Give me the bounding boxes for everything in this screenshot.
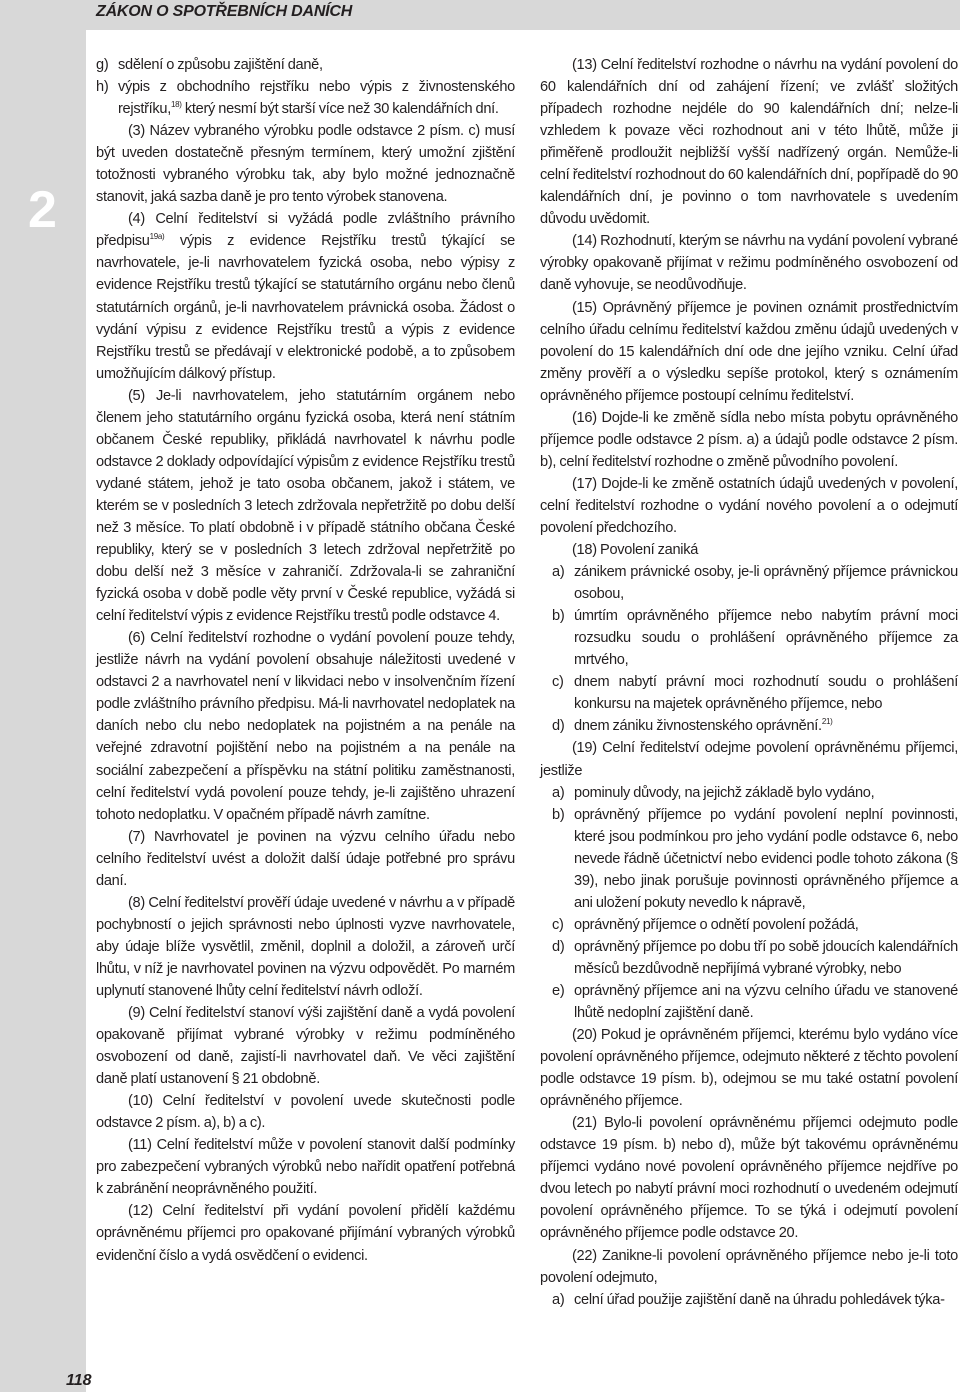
paragraph-18: (18) Povolení zaniká xyxy=(572,542,699,559)
list-text: který nesmí být starší více než 30 kalendářních dní. xyxy=(181,101,499,118)
paragraph-4 xyxy=(96,208,515,384)
list-item xyxy=(96,54,515,76)
footnote-ref: 21) xyxy=(821,717,833,727)
left-column xyxy=(96,54,515,1267)
list-item xyxy=(540,715,958,737)
list-text: pominuly důvody, na jejichž základě bylo vydáno, xyxy=(574,784,875,801)
paragraph-8: (8) Celní ředitelství prověří údaje uvedené v návrhu a v případě pochybností o jejich správnosti nebo úplnosti vyzve navrhovatele, aby údaje blíže vysvětlil, změnil, doplnil a doložil, a zároveň určí lhůtu, v níž je navrhovatel povinen na výzvu odpovědět. Po marném uplynutí stanovené lhůty celní ředitelství návrh odloží. xyxy=(96,894,515,999)
list-marker: b) xyxy=(552,806,565,823)
right-column xyxy=(540,54,958,1311)
list-item xyxy=(540,1289,958,1311)
list-item xyxy=(540,671,958,715)
list-marker: a) xyxy=(552,784,565,801)
running-header-title: ZÁKON O SPOTŘEBNÍCH DANÍCH xyxy=(96,3,353,20)
paragraph-17: (17) Dojde-li ke změně ostatních údajů uvedených v povolení, celní ředitelství rozhodne o vydání nového povolení a o odejmutí povolení předchozího. xyxy=(540,475,958,536)
list-item xyxy=(540,782,958,804)
paragraph-text: (4) Celní ředitelství si vyžádá podle zvláštního právního předpisu xyxy=(96,211,515,250)
list-item xyxy=(540,936,958,980)
paragraph-text: výpis z evidence Rejstříku trestů týkající se navrhovatele, je-li navrhovatelem fyzická osoba, nebo výpisy z evidence Rejstříku trestů týkající se statutárního orgánu nebo členů statutárních orgánů, je-li navrhovatelem právnická osoba. Žádost o vydání výpisu z evidence Rejstříku trestů a výpis z evidence Rejstříku trestů se předávají v elektronické podobě, a to způsobem umožňujícím dálkový přístup. xyxy=(96,233,515,382)
paragraph-15: (15) Oprávněný příjemce je povinen oznámit prostřednictvím celního úřadu celnímu ředitelství každou změnu údajů uvedených v povolení do 15 kalendářních dní ode dne jejího vzniku. Celní úřad změny prověří a o výsledku sepíše protokol, který s oznámením oprávněného příjemce postoupí celnímu ředitelství. xyxy=(540,299,958,404)
paragraph-12: (12) Celní ředitelství při vydání povolení přidělí každému oprávněnému příjemci pro opakované přijímání vybraných výrobků evidenční číslo a vydá osvědčení o evidenci. xyxy=(96,1203,515,1264)
list-marker: c) xyxy=(552,916,564,933)
list-text: dnem nabytí právní moci rozhodnutí soudu o prohlášení konkursu na majetek oprávněného příjemce, nebo xyxy=(574,674,958,713)
list-item xyxy=(540,980,958,1024)
paragraph-6: (6) Celní ředitelství rozhodne o vydání povolení pouze tehdy, jestliže návrh na vydání povolení obsahuje náležitosti uvedené v odstavci 2 a navrhovatel není v likvidaci nebo v insolvenčním řízení podle zvláštního právního předpisu. Má-li navrhovatel nedoplatek na daních nebo clu nebo nedoplatek na pojistném a na penále na veřejné zdravotní pojištění nebo na pojistném a na penále na sociální zabezpečení a příspěvku na státní politiku zaměstnanosti, celní ředitelství vydá povolení pouze tehdy, je-li zajištěno uhrazení tohoto nedoplatku. V opačném případě návrh zamítne. xyxy=(96,630,515,823)
list-marker: d) xyxy=(552,718,565,735)
list-text: dnem zániku živnostenského oprávnění. xyxy=(574,718,822,735)
list-marker: c) xyxy=(552,674,564,691)
paragraph-16: (16) Dojde-li ke změně sídla nebo místa pobytu oprávněného příjemce podle odstavce 2 písm. a) a údajů podle odstavce 2 písm. b), celní ředitelství rozhodne o změně původního povolení. xyxy=(540,409,958,470)
list-item xyxy=(540,605,958,671)
page-number: 118 xyxy=(66,1372,92,1389)
chapter-number: 2 xyxy=(28,181,57,239)
list-marker: a) xyxy=(552,1291,565,1308)
footnote-ref: 19a) xyxy=(149,232,165,242)
paragraph-13: (13) Celní ředitelství rozhodne o návrhu na vydání povolení do 60 kalendářních dní od zahájení řízení; ve zvlášť složitých případech rozhodne nejdéle do 90 kalendářních dní; nelze-li vzhledem k povaze věci rozhodnout ani v této lhůtě, může ji přiměřeně prodloužit nejbližší vyšší nadřízený orgán. Nemůže-li celní ředitelství rozhodnout do 60 kalendářních dní, popřípadě do 90 kalendářních dní, je povinno o tom navrhovatele s uvedením důvodu uvědomit. xyxy=(540,57,958,228)
list-marker: g) xyxy=(96,57,109,73)
paragraph-20: (20) Pokud je oprávněném příjemci, kterému bylo vydáno více povolení oprávněného příjemce, odejmuto některé z těchto povolení podle odstavce 19 písm. b), odejmou se mu také ostatní povolení oprávněného příjemce. xyxy=(540,1027,958,1110)
list-item xyxy=(540,914,958,936)
list-marker: e) xyxy=(552,982,565,999)
list-text: úmrtím oprávněného příjemce nebo nabytím právní moci rozsudku soudu o prohlášení oprávněného příjemce za mrtvého, xyxy=(574,608,958,669)
footnote-ref: 18) xyxy=(170,100,182,110)
list-item xyxy=(540,561,958,605)
list-text: výpis z obchodního rejstříku nebo výpis z živnostenského rejstříku, xyxy=(118,79,515,118)
list-text: oprávněný příjemce ani na výzvu celního úřadu ve stanovené lhůtě nedoplní zajištění daně. xyxy=(574,982,958,1022)
list-text: oprávněný příjemce o odnětí povolení požádá, xyxy=(574,916,859,933)
paragraph-7: (7) Navrhovatel je povinen na výzvu celního úřadu nebo celního ředitelství uvést a doložit další údaje potřebné pro správu daní. xyxy=(96,828,515,889)
list-marker: d) xyxy=(552,938,565,955)
list-marker: h) xyxy=(96,79,109,96)
list-text: celní úřad použije zajištění daně na úhradu pohledávek týka- xyxy=(574,1291,945,1308)
paragraph-21: (21) Bylo-li povolení oprávněnému příjemci odejmuto podle odstavce 19 písm. b) nebo d), může být takovému oprávněnému příjemci vydáno nové povolení oprávněného příjemce nejdříve po dvou letech po nabytí právní moci rozhodnutí o uvedeném odejmutí povolení oprávněného příjemce. To se týká i odejmutí povolení oprávněného příjemce podle odstavce 20. xyxy=(540,1115,958,1242)
paragraph-22: (22) Zanikne-li povolení oprávněného příjemce nebo je-li toto povolení odejmuto, xyxy=(540,1247,958,1286)
list-text: oprávněný příjemce po vydání povolení neplní povinnosti, které jsou podmínkou pro jeho vydání podle odstavce 6, nebo nevede řádně účetnictví nebo evidenci podle tohoto zákona (§ 39), nebo jinak porušuje povinnosti oprávněného příjemce a ani uložení pokuty nevedlo k nápravě, xyxy=(574,806,958,911)
list-item xyxy=(96,76,515,120)
list-text: zánikem právnické osoby, je-li oprávněný příjemce právnickou osobou, xyxy=(574,564,958,603)
list-text: oprávněný příjemce po dobu tří po sobě jdoucích kalendářních měsíců bezdůvodně nepřijímá vybrané výrobky, nebo xyxy=(574,938,958,977)
paragraph-3: (3) Název vybraného výrobku podle odstavce 2 písm. c) musí být uveden dostatečně přesným termínem, který umožní zjištění totožnosti vybraného výrobku tak, aby bylo možné jednoznačně stanovit, jaká sazba daně je pro tento výrobek stanovena. xyxy=(96,123,515,206)
paragraph-9: (9) Celní ředitelství stanoví výši zajištění daně a vydá povolení opakovaně přijímat vybrané výrobky v režimu podmíněného osvobození od daně, zajistí-li navrhovatel daň. Ve věci zajištění daně platí ustanovení § 21 obdobně. xyxy=(96,1005,515,1088)
chapter-sidebar xyxy=(0,30,86,1392)
list-item xyxy=(540,804,958,914)
paragraph-11: (11) Celní ředitelství může v povolení stanovit další podmínky pro zabezpečení vybraných výrobků nebo nařídit opatření potřebná k zabránění neoprávněného použití. xyxy=(96,1137,515,1198)
paragraph-5: (5) Je-li navrhovatelem, jeho statutárním orgánem nebo členem jeho statutárního orgánu fyzická osoba, která není státním občanem České republiky, přikládá navrhovatel k návrhu podle odstavce 2 doklady odpovídající výpisům z evidence Rejstříku trestů vydané státem, jehož je tato osoba občanem, jakož i státem, ve kterém se v posledních 3 letech zdržovala nepřetržitě po dobu delší než 3 měsíce. To platí obdobně i v případě státního občana České republiky, který se v posledních 3 letech zdržoval nepřetržitě po dobu delší než 3 měsíce v zahraničí. Zdržovala-li se zahraniční fyzická osoba v době podle věty první v České republice, vyžádá si celní ředitelství výpis z evidence Rejstříku trestů podle odstavce 4. xyxy=(96,387,515,625)
paragraph-19: (19) Celní ředitelství odejme povolení oprávněnému příjemci, jestliže xyxy=(540,740,958,779)
paragraph-10: (10) Celní ředitelství v povolení uvede skutečnosti podle odstavce 2 písm. a), b) a c). xyxy=(96,1093,515,1132)
paragraph-14: (14) Rozhodnutí, kterým se návrhu na vydání povolení vybrané výrobky opakovaně přijímat v režimu podmíněného osvobození od daně vyhovuje, se neodůvodňuje. xyxy=(540,233,958,294)
running-header-bar xyxy=(0,0,960,30)
list-marker: a) xyxy=(552,564,565,581)
list-marker: b) xyxy=(552,608,565,625)
list-text: sdělení o způsobu zajištění daně, xyxy=(118,57,323,73)
